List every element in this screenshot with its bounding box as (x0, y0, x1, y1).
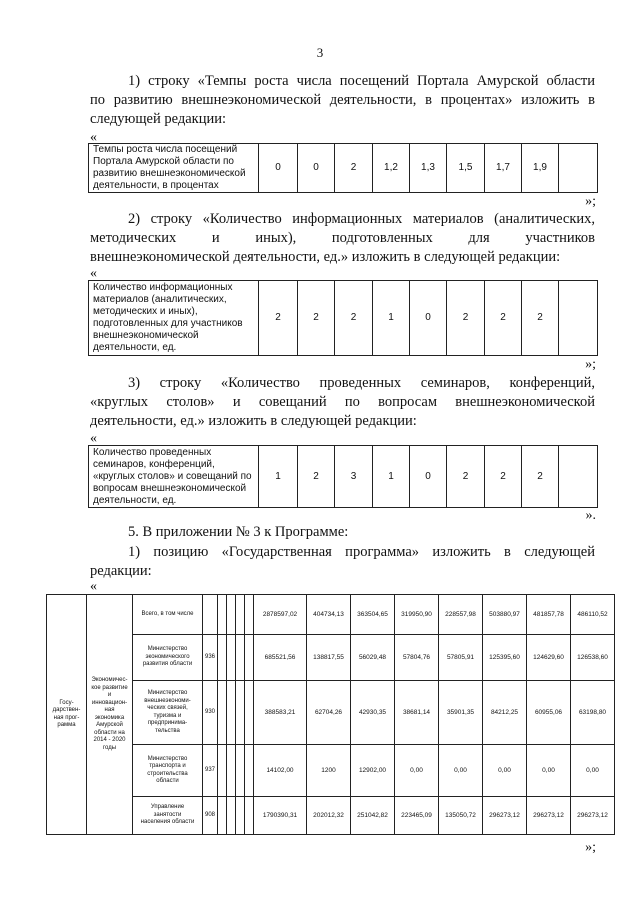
cell: 2 (259, 281, 298, 356)
cell: 1 (373, 281, 410, 356)
paragraph-5: 1) позицию «Государственная программа» изложить в следующей редакции: (90, 544, 595, 579)
table-row: Госу- дарствен- ная прог- рамма Экономичес- кое развитие и инновацион- ная экономика Амурской области на 2014 - 2020 годы Всего, в том числе 2878597,02 404734,13 363504,65 319950,90 228557,98 503880,97 481857,78 486110,52 (47, 595, 615, 635)
end-quote-4: »; (585, 840, 596, 855)
program-type-cell: Госу- дарствен- ная прог- рамма (47, 595, 87, 835)
cell: 0 (410, 446, 447, 508)
table-row: Управление занятости населения области 908 1790390,31 202012,32 251042,82 223465,09 135050,72 296273,12 296273,12 296273,12 (47, 797, 615, 835)
table-row-2 (88, 280, 598, 356)
open-quote-4: « (90, 579, 97, 594)
cell: 1 (373, 446, 410, 508)
paragraph-3: 3) строку «Количество проведенных семинаров, конференций, «круглых столов» и совещаний по вопросам внешнеэкономической деятельности, ед.» изложить в следующей редакции: (90, 375, 595, 429)
table-row: Министерство транспорта и строительства области 937 14102,00 1200 12902,00 0,00 0,00 0,00 0,00 0,00 (47, 745, 615, 797)
cell (559, 446, 598, 508)
code-cell: 908 (203, 797, 218, 835)
table-row-1 (88, 143, 598, 193)
executor-cell: Министерство экономического развития области (133, 635, 203, 681)
cell: 2 (485, 446, 522, 508)
cell: 2 (335, 281, 373, 356)
cell: 2 (485, 281, 522, 356)
open-quote-3: « (90, 431, 97, 446)
row-label: Количество информационных материалов (аналитических, методических и иных), подготовленных для участников внешнеэкономической деятельности, ед. (89, 281, 259, 356)
program-table (46, 594, 615, 835)
executor-cell: Министерство транспорта и строительства области (133, 745, 203, 797)
cell: 1,9 (522, 144, 559, 193)
open-quote-1: « (90, 130, 97, 145)
cell: 2 (522, 446, 559, 508)
section-heading: 5. В приложении № 3 к Программе: (128, 524, 349, 540)
cell: 1,2 (373, 144, 410, 193)
end-quote-2: »; (585, 357, 596, 372)
cell: 1,7 (485, 144, 522, 193)
paragraph-2: 2) строку «Количество информационных материалов (аналитических, методических и иных), подготовленных для участников внешнеэкономической деятельности, ед.» изложить в следующей редакции: (90, 211, 595, 265)
table-row-3 (88, 445, 598, 508)
executor-cell: Всего, в том числе (133, 595, 203, 635)
row-label: Темпы роста числа посещений Портала Амурской области по развитию внешнеэкономической деятельности, в процентах (89, 144, 259, 193)
table-row: Министерство внешнеэкономи- ческих связей, туризма и предпринима- тельства 930 388583,21 62704,26 42930,35 38681,14 35901,35 84212,25 60955,06 63198,80 (47, 681, 615, 745)
cell: 2 (298, 446, 335, 508)
code-cell: 936 (203, 635, 218, 681)
program-name-cell: Экономичес- кое развитие и инновацион- ная экономика Амурской области на 2014 - 2020 годы (87, 595, 133, 835)
cell: 2 (447, 446, 485, 508)
cell: 0 (410, 281, 447, 356)
cell: 2 (522, 281, 559, 356)
page-number: 3 (316, 45, 324, 60)
code-cell: 930 (203, 681, 218, 745)
cell: 0 (259, 144, 298, 193)
row-label: Количество проведенных семинаров, конференций, «круглых столов» и совещаний по вопросам внешнеэкономической деятельности, ед. (89, 446, 259, 508)
executor-cell: Управление занятости населения области (133, 797, 203, 835)
code-cell: 937 (203, 745, 218, 797)
code-cell (203, 595, 218, 635)
cell: 2 (335, 144, 373, 193)
open-quote-2: « (90, 266, 97, 281)
cell (559, 144, 598, 193)
cell: 1,3 (410, 144, 447, 193)
cell: 3 (335, 446, 373, 508)
executor-cell: Министерство внешнеэкономи- ческих связей, туризма и предпринима- тельства (133, 681, 203, 745)
paragraph-1: 1) строку «Темпы роста числа посещений Портала Амурской области по развитию внешнеэкономической деятельности, в процентах» изложить в следующей редакции: (90, 73, 595, 127)
cell (559, 281, 598, 356)
cell: 2 (447, 281, 485, 356)
end-quote-1: »; (585, 194, 596, 209)
end-quote-3: ». (585, 508, 596, 523)
cell: 0 (298, 144, 335, 193)
cell: 1 (259, 446, 298, 508)
cell: 1,5 (447, 144, 485, 193)
table-row: Министерство экономического развития области 936 685521,56 138817,55 56029,48 57804,76 57805,91 125395,60 124629,60 126538,60 (47, 635, 615, 681)
cell: 2 (298, 281, 335, 356)
